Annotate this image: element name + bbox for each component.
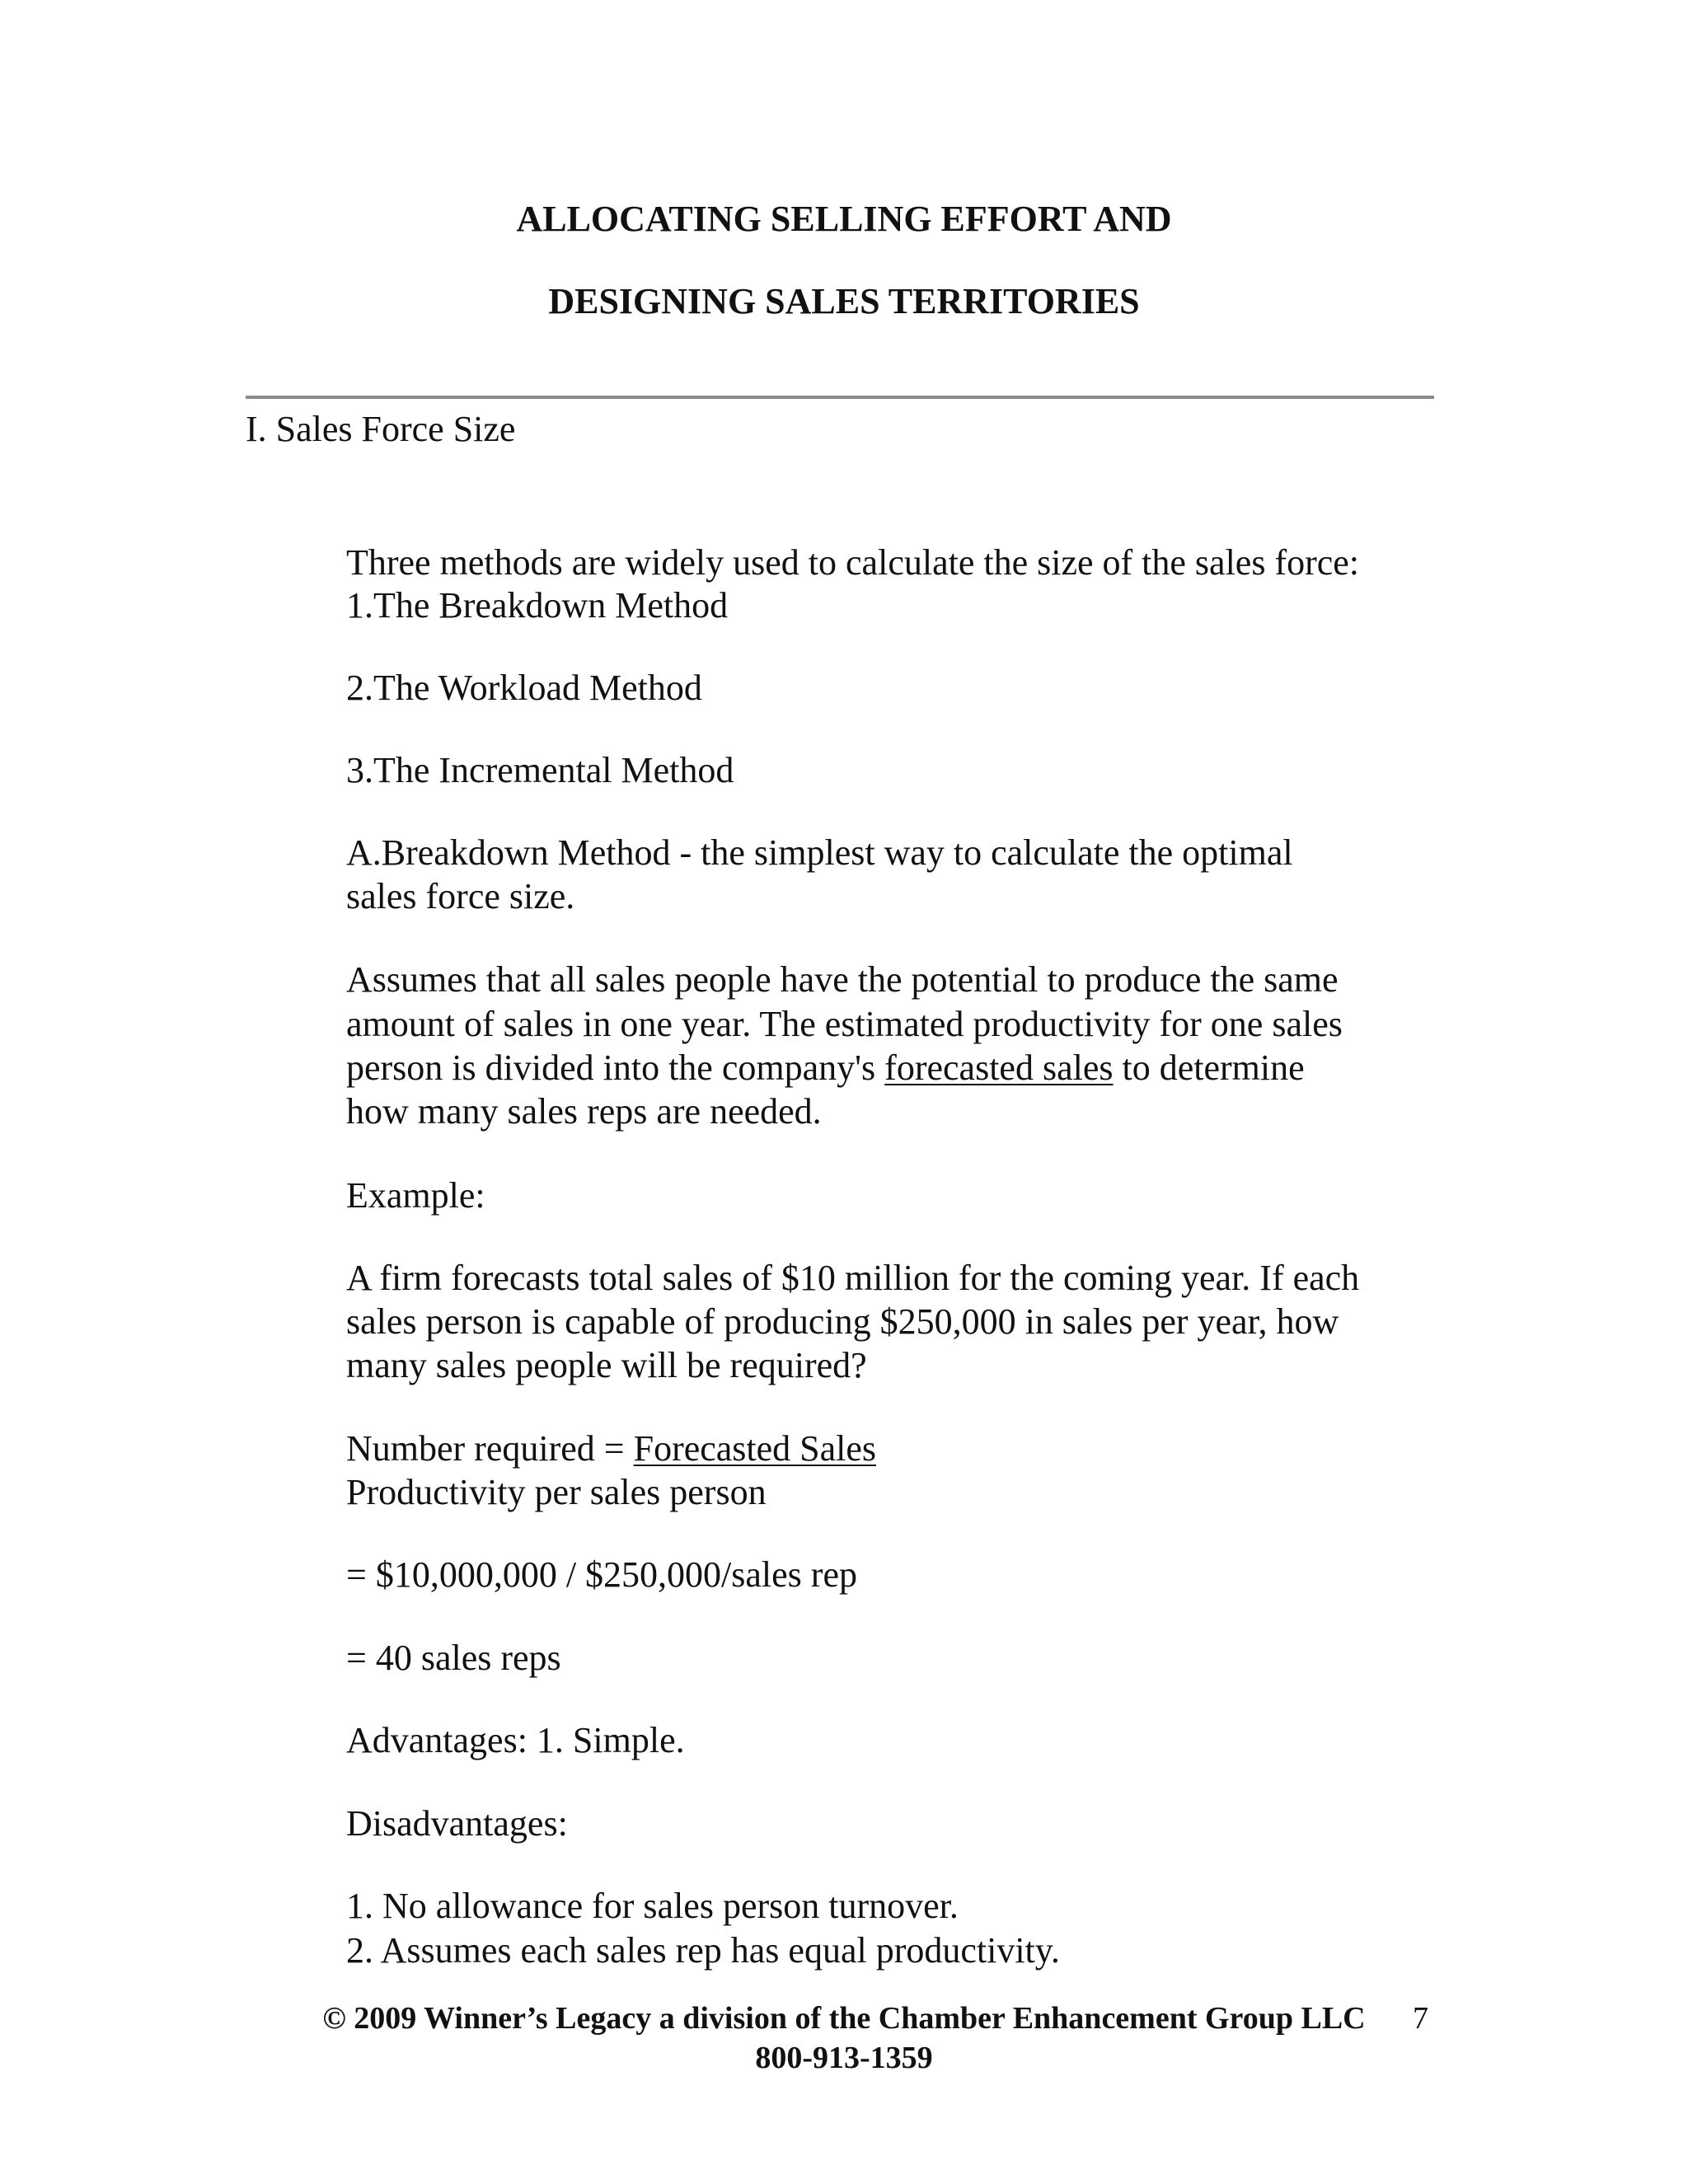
section-heading: I. Sales Force Size bbox=[246, 409, 516, 449]
intro-text: Three methods are widely used to calculate the size of the sales force: bbox=[346, 542, 1360, 583]
example-line-2: sales person is capable of producing $250,000 in sales per year, how bbox=[346, 1301, 1339, 1342]
assumes-line-3-end: to determine bbox=[1113, 1047, 1305, 1088]
method-2: 2.The Workload Method bbox=[346, 668, 702, 708]
assumes-line-4: how many sales reps are needed. bbox=[346, 1091, 822, 1132]
formula-numerator: Forecasted Sales bbox=[633, 1428, 877, 1469]
page-number: 7 bbox=[1413, 2001, 1428, 2036]
assumes-line-2: amount of sales in one year. The estimated productivity for one sales bbox=[346, 1004, 1343, 1044]
assumes-line-3-start: person is divided into the company's bbox=[346, 1047, 885, 1088]
footer-copyright: © 2009 Winner’s Legacy a division of the Chamber Enhancement Group LLC bbox=[322, 2001, 1366, 2036]
formula-denominator: Productivity per sales person bbox=[346, 1472, 767, 1512]
assumes-line-3 bbox=[346, 1046, 1305, 1090]
assumes-line-1: Assumes that all sales people have the potential to produce the same bbox=[346, 959, 1339, 1000]
calculation-result: = 40 sales reps bbox=[346, 1638, 561, 1678]
horizontal-divider bbox=[246, 396, 1434, 399]
disadvantages-label: Disadvantages: bbox=[346, 1803, 568, 1844]
disadvantage-2: 2. Assumes each sales rep has equal productivity. bbox=[346, 1930, 1060, 1971]
breakdown-line-1: A.Breakdown Method - the simplest way to calculate the optimal bbox=[346, 832, 1293, 873]
footer-phone: 800-913-1359 bbox=[755, 2041, 933, 2075]
formula-line bbox=[346, 1427, 876, 1471]
advantages-text: Advantages: 1. Simple. bbox=[346, 1720, 685, 1760]
example-line-3: many sales people will be required? bbox=[346, 1345, 867, 1385]
method-1: 1.The Breakdown Method bbox=[346, 585, 729, 626]
document-title-line-2: DESIGNING SALES TERRITORIES bbox=[548, 281, 1140, 321]
forecasted-sales-underlined: forecasted sales bbox=[884, 1047, 1114, 1088]
document-title-line-1: ALLOCATING SELLING EFFORT AND bbox=[516, 199, 1172, 239]
breakdown-line-2: sales force size. bbox=[346, 876, 575, 916]
method-3: 3.The Incremental Method bbox=[346, 750, 734, 790]
example-line-1: A firm forecasts total sales of $10 million for the coming year. If each bbox=[346, 1258, 1360, 1298]
calculation-line-1: = $10,000,000 / $250,000/sales rep bbox=[346, 1554, 857, 1595]
formula-label: Number required = bbox=[346, 1428, 634, 1469]
example-label: Example: bbox=[346, 1175, 485, 1216]
disadvantage-1: 1. No allowance for sales person turnover. bbox=[346, 1886, 959, 1926]
